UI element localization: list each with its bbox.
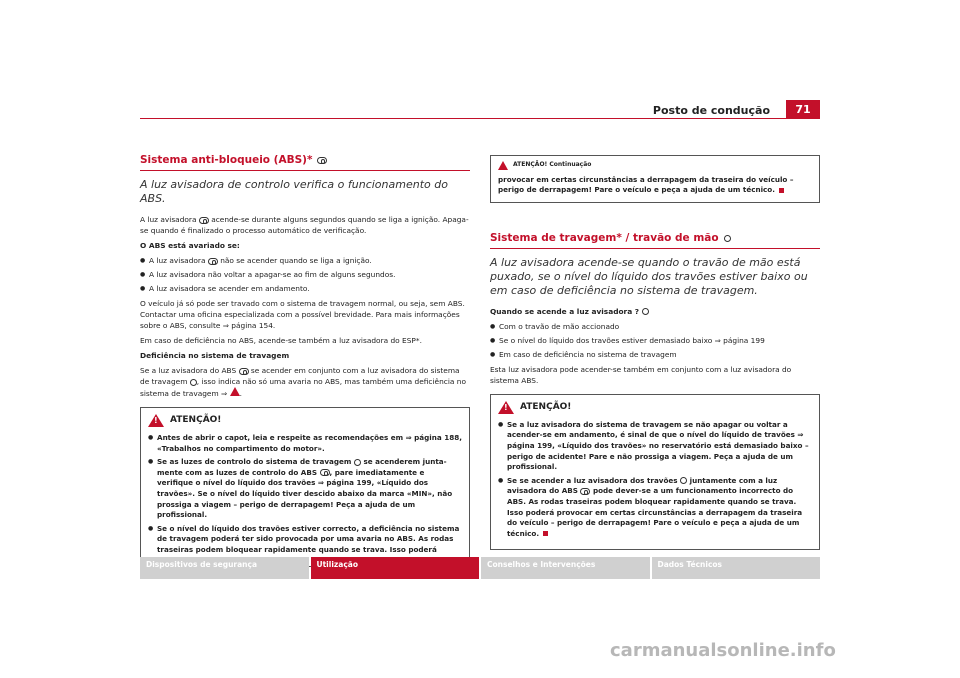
list-item: ● Se a luz avisadora do sistema de travagem se não apagar ou voltar a acender-se em andamento, é sinal de que o nível do líquido de travões ⇒ página 199, «Líquido dos travões» no reservatório está demasiado baixo – perigo de acidente! Pare e não prossiga a viagem. Peça a ajuda de um profissional. [498,420,812,473]
end-marker [543,531,548,536]
brake-fault-paragraph: Se a luz avisadora do ABS se acender em conjunto com a luz avisadora do sistema de travagem , isso indica não só uma avaria no ABS, mas também uma deficiência no sistema de travagem ⇒ . [140,366,466,398]
abs-warning-icon [208,258,218,265]
abs-warning-icon [317,157,327,164]
list-item [498,476,812,540]
brake-warning-icon [354,459,361,466]
brake-fault-title: Deficiência no sistema de travagem [140,351,290,360]
brake-warning-icon [190,379,197,386]
warning-continuation-header [498,160,812,171]
warn-r2a: Se se acender a luz avisadora dos travões [507,475,678,485]
list-item: ● A luz avisadora se acender em andamento. [140,283,470,294]
brake-paragraph: Esta luz avisadora pode acender-se também em conjunto com a luz avisadora do sistema ABS. [490,364,792,385]
abs-intro-b: acende-se durante alguns segundos quando se liga a ignição. Apaga-se quando é finalizado o processo automático de verificação. [140,215,469,235]
warning-triangle-icon [498,161,508,170]
abs-paragraph-2: O veículo já só pode ser travado com o sistema de travagem normal, ou seja, sem ABS. Contactar uma oficina especializada com a possível brevidade. Para mais informações sobre o ABS, consulte ⇒ página 154. [140,299,465,330]
warning-title: ATENÇÃO! [170,415,222,426]
footer-tab-usage[interactable]: Utilização [311,557,480,579]
left-column [140,155,470,567]
abs-warning-icon [320,469,330,476]
continuation-text: provocar em certas circunstâncias a derrapagem da traseira do veículo – perigo de derrapagem! Pare o veículo e peça a ajuda de um técnico. [498,174,794,195]
warning-triangle-icon [498,401,514,414]
abs-intro-paragraph [140,214,470,236]
list-item: ● Em caso de deficiência no sistema de travagem [490,349,820,360]
fault-item-1a: A luz avisadora [149,256,206,265]
warn-2a: Se as luzes de controlo do sistema de travagem [157,457,352,467]
page-header-title: Posto de condução [652,104,770,117]
warning-box-left [140,407,470,567]
warning-title: ATENÇÃO! [520,401,572,412]
abs-warning-icon [239,368,249,375]
warn-r2b: juntamente com a luz avisadora do ABS [507,475,778,496]
list-item [148,457,462,521]
brake-list [490,321,820,360]
abs-subheading: A luz avisadora de controlo verifica o funcionamento do ABS. [140,178,448,205]
end-marker [779,188,784,193]
warning-header [498,401,812,414]
list-item [140,255,470,266]
abs-fault-list [140,255,470,294]
warn-r2c: pode dever-se a um funcionamento incorrecto do ABS. As rodas traseiras podem bloquear rapidamente quando se trava. Isso poderá provocar em certas circunstâncias a derrapagem da traseira do veículo – perigo de derrapagem! Pare o veículo e peça a ajuda de um técnico. [507,486,803,538]
warning-continuation-box [490,155,820,203]
brake-warning-icon [680,477,687,484]
right-column [490,155,820,550]
brake-subheading: A luz avisadora acende-se quando o travão de mão está puxado, se o nível do líquido dos travões estiver baixo ou em caso de deficiência no sistema de travagem. [490,255,808,297]
warning-triangle-icon [230,387,240,396]
continuation-label: ATENÇÃO! Continuação [513,161,592,168]
brake-fault-c: , isso indica não só uma avaria no ABS, mas também uma deficiência no sistema de travagem ⇒ [140,377,466,398]
warn-2b: se acenderem junta-mente com as luzes de controlo do ABS [157,457,447,477]
footer-nav [140,557,820,579]
abs-section-heading [140,155,470,171]
brake-question-text: Quando se acende a luz avisadora ? [490,306,640,316]
fault-item-1b: não se acender quando se liga a ignição. [220,256,372,265]
brake-warning-icon [724,235,731,242]
warning-list [148,433,462,556]
brake-fault-b: se acender em conjunto com a luz avisadora do sistema de travagem [140,366,460,386]
list-item: ● Com o travão de mão accionado [490,321,820,332]
list-item: ● Se o nível do líquido dos travões estiver correcto, a deficiência no sistema de travagem poderá ter sido provocada por uma avaria no ABS. As rodas traseiras podem bloquear rapidamente quando se trava. Isso poderá [148,524,462,556]
list-item: ● A luz avisadora não voltar a apagar-se ao fim de alguns segundos. [140,269,470,280]
footer-tab-tech-data[interactable]: Dados Técnicos [652,557,821,579]
brake-warning-icon [642,308,649,315]
footer-tab-safety[interactable]: Dispositivos de segurança [140,557,309,579]
watermark: carmanualsonline.info [610,640,836,661]
brake-fault-a: Se a luz avisadora do ABS [140,366,237,375]
warning-box-right [490,394,820,551]
warning-list [498,420,812,540]
brake-question [490,306,820,317]
abs-warning-icon [199,217,209,224]
abs-fault-title: O ABS está avariado se: [140,241,240,250]
warning-header [148,414,462,427]
footer-tab-advice[interactable]: Conselhos e Intervenções [481,557,650,579]
brake-heading-text: Sistema de travagem* / travão de mão [490,231,719,244]
page-number: 71 [786,100,820,118]
abs-warning-icon [580,488,590,495]
warn-2c: , pare imediatamente e verifique o nível do líquido dos travões ⇒ página 199, «Líquido dos travões». Se o nível do líquido tiver descido abaixo da marca «MIN», não prossiga a viagem – perigo de derrapagem! Peça a ajuda de um profissional. [157,467,453,520]
abs-paragraph-3: Em caso de deficiência no ABS, acende-se também a luz avisadora do ESP*. [140,336,422,345]
list-item: ● Se o nível do líquido dos travões estiver demasiado baixo ⇒ página 199 [490,335,820,346]
warning-triangle-icon [148,414,164,427]
brake-section-heading [490,233,820,249]
abs-heading-text: Sistema anti-bloqueio (ABS)* [140,154,313,166]
list-item: ● Antes de abrir o capot, leia e respeite as recomendações em ⇒ página 188, «Trabalhos no compartimento do motor». [148,433,462,454]
abs-intro-a: A luz avisadora [140,215,197,224]
header-rule [140,118,820,119]
